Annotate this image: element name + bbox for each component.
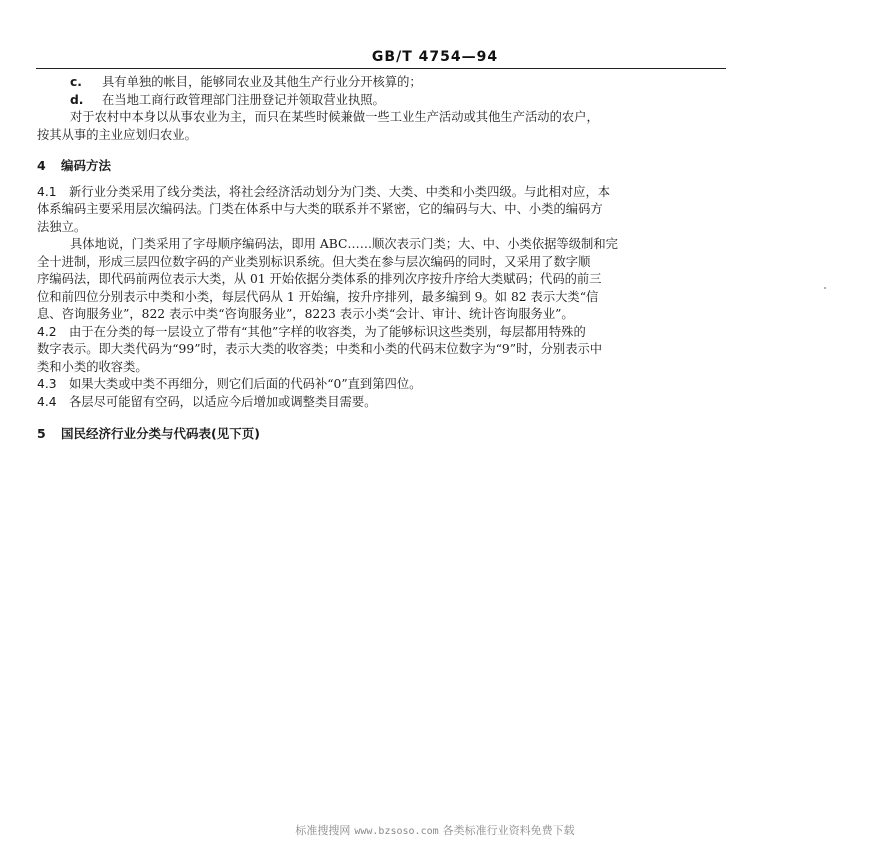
clause-4-3 [37, 376, 725, 394]
clause-4-1-detail [37, 236, 725, 324]
list-item-d [37, 92, 725, 110]
section-number: 5 [37, 426, 46, 441]
section-number: 4 [37, 158, 46, 173]
paragraph-line: 具体地说，门类采用了字母顺序编码法，即用 ABC……顺次表示门类；大、中、小类依据等级制和完 [70, 237, 618, 251]
paragraph-line: 位和前四位分别表示中类和小类，每层代码从 1 开始编，按升序排列，最多编到 9。如 82 表示大类“信 [37, 289, 599, 304]
paragraph-line: 序编码法，即代码前两位表示大类，从 01 开始依据分类体系的排列次序按升序给大类赋码；代码的前三 [37, 272, 602, 286]
paragraph-line: 法独立。 [37, 219, 87, 234]
section-title: 国民经济行业分类与代码表(见下页) [61, 426, 260, 441]
section-heading-4 [37, 157, 725, 175]
list-item-label: d. [70, 92, 84, 107]
list-item-label: c. [70, 75, 82, 89]
footer-watermark [0, 822, 870, 838]
list-item-text: 在当地工商行政管理部门注册登记并领取营业执照。 [102, 92, 385, 107]
clause-number: 4.4 [37, 394, 57, 409]
paragraph-line: 如果大类或中类不再细分，则它们后面的代码补“0”直到第四位。 [69, 377, 422, 391]
clause-4-2 [37, 324, 725, 377]
paragraph-line: 各层尽可能留有空码，以适应今后增加或调整类目需要。 [69, 394, 377, 409]
farm-note-paragraph [37, 109, 725, 144]
footer-url-link[interactable]: www.bzsoso.com [354, 826, 439, 837]
document-body [37, 74, 725, 452]
paragraph-line: 类和小类的收容类。 [37, 359, 148, 374]
list-item-text: 具有单独的帐目，能够同农业及其他生产行业分开核算的； [102, 75, 422, 89]
clause-4-4 [37, 394, 725, 412]
list-item-c [37, 74, 725, 92]
header-rule [36, 68, 726, 69]
clause-number: 4.1 [37, 184, 57, 199]
paragraph-line: 对于农村中本身以从事农业为主，而只在某些时候兼做一些工业生产活动或其他生产活动的农户， [70, 110, 599, 124]
clause-number: 4.3 [37, 377, 57, 391]
paragraph-line: 体系编码主要采用层次编码法。门类在体系中与大类的联系并不紧密，它的编码与大、中、小类的编码方 [37, 202, 603, 216]
section-heading-5 [37, 425, 725, 443]
paragraph-line: 全十进制，形成三层四位数字码的产业类别标识系统。但大类在参与层次编码的同时，又采用了数字顺 [37, 254, 591, 269]
scan-speck [824, 287, 826, 289]
clause-number: 4.2 [37, 324, 57, 339]
paragraph-line: 由于在分类的每一层设立了带有“其他”字样的收容类，为了能够标识这些类别，每层都用特殊的 [69, 324, 586, 339]
footer-site-name: 标准搜搜网 [295, 824, 351, 837]
footer-slogan: 各类标准行业资料免费下载 [442, 824, 575, 837]
section-title: 编码方法 [61, 158, 112, 173]
clause-4-1 [37, 184, 725, 237]
paragraph-line: 息、咨询服务业”，822 表示中类“咨询服务业”，8223 表示小类“会计、审计、统计咨询服务业”。 [37, 307, 574, 321]
paragraph-line: 数字表示。即大类代码为“99”时，表示大类的收容类；中类和小类的代码末位数字为“9”时，分别表示中 [37, 342, 603, 356]
paragraph-line: 新行业分类采用了线分类法，将社会经济活动划分为门类、大类、中类和小类四级。与此相对应，本 [69, 184, 611, 199]
paragraph-line: 按其从事的主业应划归农业。 [37, 127, 197, 142]
standard-code: GB/T 4754—94 [371, 49, 499, 65]
